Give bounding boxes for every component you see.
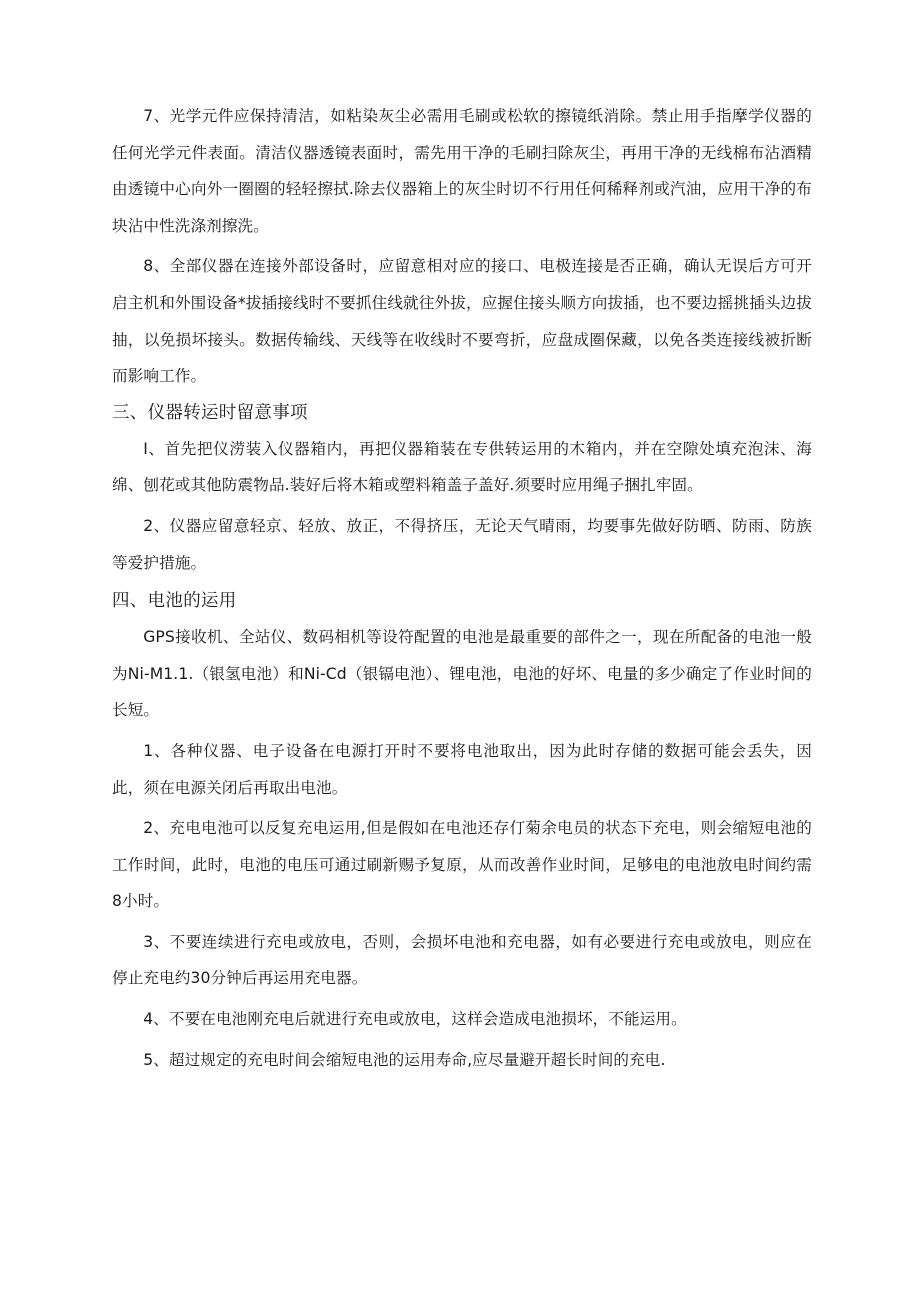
paragraph-battery-1: 1、各种仪器、电子设备在电源打开时不要将电池取出，因为此时存储的数据可能会丢失，因此，须在电源关闭后再取出电池。 [112,741,812,797]
paragraph-item-8: 8、全部仪器在连接外部设备时，应留意相对应的接口、电极连接是否正确，确认无误后方可开启主机和外围设备*拔插接线时不要抓住线就往外拔，应握住接头顺方向拔插，也不要边摇挑插头边拔抽，以免损坏接头。数据传输线、天线等在收线时不要弯折，应盘成圈保藏，以免各类连接线被折断而影响工作。 [112,257,812,386]
paragraph-battery-5: 5、超过规定的充电时间会缩短电池的运用寿命,应尽量避开超长时间的充电. [143,1050,666,1069]
paragraph-transport-2: 2、仪器应留意轻京、轻放、放正，不得挤压，无论天气晴雨，均要事先做好防晒、防雨、防族等爱护措施。 [112,516,812,572]
section-heading-battery-use: 四、电池的运用 [112,591,237,612]
paragraph-transport-1: I、首先把仪涝装入仪器箱内，再把仪器箱装在专供转运用的木箱内，并在空隙处填充泡沫、海绵、刨花或其他防震物品.装好后将木箱或塑料箱盖子盖好.须要时应用绳子捆扎牢固。 [112,439,812,495]
paragraph-battery-3: 3、不要连续进行充电或放电，否则，会损坏电池和充电器，如有必要进行充电或放电，则应在停止充电约30分钟后再运用充电器。 [112,932,812,988]
paragraph-item-7: 7、光学元件应保持清洁，如粘染灰尘必需用毛刷或松软的擦镜纸消除。禁止用手指摩学仪器的任何光学元件表面。清洁仪器透镜表面时，需先用干净的毛刷扫除灰尘，再用干净的无线棉布沾酒精由透镜中心向外一圈圈的轻轻擦拭.除去仪器箱上的灰尘时切不行用任何稀释剂或汽油，应用干净的布块沾中性洗涤剂擦洗。 [112,107,812,235]
paragraph-battery-intro: GPS接收机、全站仪、数码相机等设符配置的电池是最重要的部件之一，现在所配备的电池一般为Ni-M1.1.（银氢电池）和Ni-Cd（银镉电池）、锂电池，电池的好坏、电量的多少确定了作业时间的长短。 [112,628,812,720]
document-body [112,98,812,1078]
paragraph-battery-2: 2、充电电池可以反复充电运用,但是假如在电池还存仃菊余电员的状态下充电，则会缩短电池的工作时间，此时，电池的电压可通过刷新赐予复原，从而改善作业时间，足够电的电池放电时间约需8小时。 [112,819,812,911]
section-heading-instrument-transport: 三、仪器转运时留意事项 [112,402,308,423]
paragraph-battery-4: 4、不要在电池刚充电后就进行充电或放电，这样会造成电池损坏，不能运用。 [143,1010,687,1029]
